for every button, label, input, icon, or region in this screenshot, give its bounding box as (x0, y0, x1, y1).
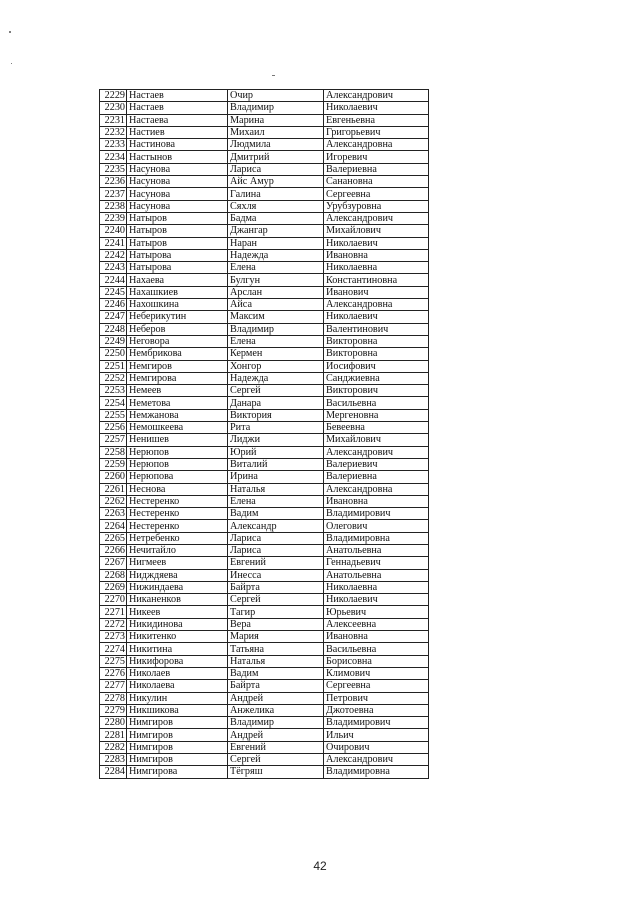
row-number-cell: 2269 (100, 581, 127, 593)
row-number-cell: 2267 (100, 557, 127, 569)
patronymic-cell: Александровна (324, 299, 429, 311)
table-row (100, 471, 429, 483)
patronymic-cell: Ивановна (324, 631, 429, 643)
table-row (100, 569, 429, 581)
table-row (100, 348, 429, 360)
row-number-cell: 2245 (100, 286, 127, 298)
table-row (100, 397, 429, 409)
table-row (100, 151, 429, 163)
patronymic-cell: Джотоевна (324, 704, 429, 716)
first-name-cell: Наран (228, 237, 324, 249)
row-number-cell: 2240 (100, 225, 127, 237)
first-name-cell: Михаил (228, 126, 324, 138)
last-name-cell: Настаев (127, 90, 228, 102)
last-name-cell: Никифорова (127, 655, 228, 667)
patronymic-cell: Евгеньевна (324, 114, 429, 126)
patronymic-cell: Бевеевна (324, 422, 429, 434)
last-name-cell: Неснова (127, 483, 228, 495)
table-row (100, 249, 429, 261)
table-row (100, 741, 429, 753)
patronymic-cell: Анатольевна (324, 544, 429, 556)
table-row (100, 754, 429, 766)
last-name-cell: Нимгиров (127, 717, 228, 729)
table-row (100, 717, 429, 729)
last-name-cell: Насунова (127, 200, 228, 212)
last-name-cell: Никитина (127, 643, 228, 655)
table-row (100, 643, 429, 655)
last-name-cell: Нестеренко (127, 520, 228, 532)
first-name-cell: Очир (228, 90, 324, 102)
last-name-cell: Натыров (127, 237, 228, 249)
scan-speck (9, 31, 11, 33)
last-name-cell: Никулин (127, 692, 228, 704)
patronymic-cell: Олегович (324, 520, 429, 532)
first-name-cell: Тагир (228, 606, 324, 618)
first-name-cell: Вера (228, 618, 324, 630)
table-row (100, 618, 429, 630)
row-number-cell: 2256 (100, 422, 127, 434)
row-number-cell: 2262 (100, 495, 127, 507)
patronymic-cell: Ивановна (324, 495, 429, 507)
row-number-cell: 2246 (100, 299, 127, 311)
last-name-cell: Нестеренко (127, 508, 228, 520)
patronymic-cell: Николаевич (324, 594, 429, 606)
last-name-cell: Ненишев (127, 434, 228, 446)
table-row (100, 102, 429, 114)
first-name-cell: Вадим (228, 508, 324, 520)
row-number-cell: 2243 (100, 262, 127, 274)
first-name-cell: Ирина (228, 471, 324, 483)
patronymic-cell: Урубзуровна (324, 200, 429, 212)
table-row (100, 606, 429, 618)
patronymic-cell: Валериевна (324, 471, 429, 483)
last-name-cell: Немеев (127, 385, 228, 397)
page-number: 42 (313, 859, 327, 873)
first-name-cell: Бадма (228, 212, 324, 224)
first-name-cell: Рита (228, 422, 324, 434)
last-name-cell: Никаненков (127, 594, 228, 606)
first-name-cell: Арслан (228, 286, 324, 298)
row-number-cell: 2282 (100, 741, 127, 753)
table-row (100, 323, 429, 335)
last-name-cell: Нембрикова (127, 348, 228, 360)
row-number-cell: 2280 (100, 717, 127, 729)
patronymic-cell: Александровна (324, 483, 429, 495)
last-name-cell: Немгиров (127, 360, 228, 372)
patronymic-cell: Николаевич (324, 237, 429, 249)
last-name-cell: Нахашкиев (127, 286, 228, 298)
last-name-cell: Нидждяева (127, 569, 228, 581)
row-number-cell: 2263 (100, 508, 127, 520)
last-name-cell: Никидинова (127, 618, 228, 630)
table-row (100, 274, 429, 286)
first-name-cell: Надежда (228, 372, 324, 384)
patronymic-cell: Александровна (324, 139, 429, 151)
table-row (100, 458, 429, 470)
table-row (100, 385, 429, 397)
row-number-cell: 2265 (100, 532, 127, 544)
table-row (100, 360, 429, 372)
last-name-cell: Никитенко (127, 631, 228, 643)
patronymic-cell: Мергеновна (324, 409, 429, 421)
patronymic-cell: Ивановна (324, 249, 429, 261)
table-row (100, 655, 429, 667)
patronymic-cell: Анатольевна (324, 569, 429, 581)
last-name-cell: Нахошкина (127, 299, 228, 311)
last-name-cell: Николаев (127, 667, 228, 679)
patronymic-cell: Николаевич (324, 311, 429, 323)
table-row (100, 508, 429, 520)
last-name-cell: Никшикова (127, 704, 228, 716)
first-name-cell: Татьяна (228, 643, 324, 655)
first-name-cell: Максим (228, 311, 324, 323)
first-name-cell: Айс Амур (228, 176, 324, 188)
table-row (100, 90, 429, 102)
patronymic-cell: Константиновна (324, 274, 429, 286)
row-number-cell: 2275 (100, 655, 127, 667)
first-name-cell: Евгений (228, 741, 324, 753)
last-name-cell: Натырова (127, 262, 228, 274)
scan-line (272, 75, 275, 76)
last-name-cell: Натыров (127, 212, 228, 224)
table-row (100, 631, 429, 643)
first-name-cell: Булгун (228, 274, 324, 286)
row-number-cell: 2242 (100, 249, 127, 261)
row-number-cell: 2270 (100, 594, 127, 606)
row-number-cell: 2254 (100, 397, 127, 409)
last-name-cell: Нигмеев (127, 557, 228, 569)
first-name-cell: Людмила (228, 139, 324, 151)
row-number-cell: 2251 (100, 360, 127, 372)
first-name-cell: Байрта (228, 581, 324, 593)
patronymic-cell: Михайлович (324, 434, 429, 446)
name-roster-table (99, 89, 429, 779)
table-row (100, 667, 429, 679)
first-name-cell: Владимир (228, 102, 324, 114)
patronymic-cell: Николаевич (324, 102, 429, 114)
table-row (100, 557, 429, 569)
table-row (100, 126, 429, 138)
row-number-cell: 2229 (100, 90, 127, 102)
table-row (100, 446, 429, 458)
table-row (100, 766, 429, 778)
table-row (100, 225, 429, 237)
row-number-cell: 2276 (100, 667, 127, 679)
patronymic-cell: Санджиевна (324, 372, 429, 384)
patronymic-cell: Геннадьевич (324, 557, 429, 569)
table-row (100, 495, 429, 507)
table-row (100, 372, 429, 384)
last-name-cell: Неговора (127, 335, 228, 347)
row-number-cell: 2247 (100, 311, 127, 323)
patronymic-cell: Сергеевна (324, 680, 429, 692)
first-name-cell: Лариса (228, 532, 324, 544)
patronymic-cell: Юрьевич (324, 606, 429, 618)
table-row (100, 237, 429, 249)
last-name-cell: Насунова (127, 176, 228, 188)
patronymic-cell: Иванович (324, 286, 429, 298)
last-name-cell: Нахаева (127, 274, 228, 286)
last-name-cell: Нестеренко (127, 495, 228, 507)
row-number-cell: 2257 (100, 434, 127, 446)
row-number-cell: 2238 (100, 200, 127, 212)
last-name-cell: Настаева (127, 114, 228, 126)
last-name-cell: Нимгирова (127, 766, 228, 778)
last-name-cell: Настынов (127, 151, 228, 163)
last-name-cell: Настиев (127, 126, 228, 138)
patronymic-cell: Викторович (324, 385, 429, 397)
row-number-cell: 2244 (100, 274, 127, 286)
row-number-cell: 2241 (100, 237, 127, 249)
last-name-cell: Нижиндаева (127, 581, 228, 593)
table-row (100, 729, 429, 741)
first-name-cell: Хонгор (228, 360, 324, 372)
patronymic-cell: Владимировна (324, 532, 429, 544)
patronymic-cell: Алексеевна (324, 618, 429, 630)
patronymic-cell: Григорьевич (324, 126, 429, 138)
first-name-cell: Виктория (228, 409, 324, 421)
row-number-cell: 2258 (100, 446, 127, 458)
patronymic-cell: Иосифович (324, 360, 429, 372)
patronymic-cell: Борисовна (324, 655, 429, 667)
table-row (100, 692, 429, 704)
table-row (100, 139, 429, 151)
last-name-cell: Немжанова (127, 409, 228, 421)
row-number-cell: 2277 (100, 680, 127, 692)
patronymic-cell: Михайлович (324, 225, 429, 237)
first-name-cell: Елена (228, 335, 324, 347)
table-row (100, 311, 429, 323)
table-row (100, 544, 429, 556)
row-number-cell: 2255 (100, 409, 127, 421)
last-name-cell: Нетребенко (127, 532, 228, 544)
row-number-cell: 2268 (100, 569, 127, 581)
row-number-cell: 2253 (100, 385, 127, 397)
first-name-cell: Дмитрий (228, 151, 324, 163)
last-name-cell: Нимгиров (127, 729, 228, 741)
last-name-cell: Натыров (127, 225, 228, 237)
last-name-cell: Насунова (127, 163, 228, 175)
first-name-cell: Марина (228, 114, 324, 126)
first-name-cell: Виталий (228, 458, 324, 470)
first-name-cell: Александр (228, 520, 324, 532)
row-number-cell: 2278 (100, 692, 127, 704)
row-number-cell: 2239 (100, 212, 127, 224)
first-name-cell: Сяхля (228, 200, 324, 212)
first-name-cell: Джангар (228, 225, 324, 237)
first-name-cell: Лариса (228, 163, 324, 175)
row-number-cell: 2234 (100, 151, 127, 163)
table-row (100, 532, 429, 544)
first-name-cell: Елена (228, 495, 324, 507)
patronymic-cell: Очирович (324, 741, 429, 753)
first-name-cell: Сергей (228, 385, 324, 397)
patronymic-cell: Васильевна (324, 643, 429, 655)
first-name-cell: Данара (228, 397, 324, 409)
table-row (100, 163, 429, 175)
patronymic-cell: Васильевна (324, 397, 429, 409)
table-row (100, 581, 429, 593)
first-name-cell: Сергей (228, 594, 324, 606)
first-name-cell: Юрий (228, 446, 324, 458)
table-row (100, 422, 429, 434)
first-name-cell: Айса (228, 299, 324, 311)
patronymic-cell: Александрович (324, 446, 429, 458)
first-name-cell: Андрей (228, 729, 324, 741)
table-row (100, 483, 429, 495)
table-row (100, 114, 429, 126)
last-name-cell: Неберикутин (127, 311, 228, 323)
last-name-cell: Нерюпов (127, 458, 228, 470)
row-number-cell: 2283 (100, 754, 127, 766)
first-name-cell: Елена (228, 262, 324, 274)
row-number-cell: 2233 (100, 139, 127, 151)
first-name-cell: Инесса (228, 569, 324, 581)
patronymic-cell: Валериевич (324, 458, 429, 470)
last-name-cell: Настинова (127, 139, 228, 151)
last-name-cell: Нимгиров (127, 754, 228, 766)
first-name-cell: Анжелика (228, 704, 324, 716)
row-number-cell: 2264 (100, 520, 127, 532)
patronymic-cell: Николаевна (324, 262, 429, 274)
last-name-cell: Немгирова (127, 372, 228, 384)
last-name-cell: Нимгиров (127, 741, 228, 753)
table-row (100, 212, 429, 224)
row-number-cell: 2249 (100, 335, 127, 347)
patronymic-cell: Николаевна (324, 581, 429, 593)
first-name-cell: Лиджи (228, 434, 324, 446)
patronymic-cell: Игоревич (324, 151, 429, 163)
first-name-cell: Надежда (228, 249, 324, 261)
patronymic-cell: Петрович (324, 692, 429, 704)
last-name-cell: Насунова (127, 188, 228, 200)
first-name-cell: Андрей (228, 692, 324, 704)
first-name-cell: Тёгряш (228, 766, 324, 778)
first-name-cell: Владимир (228, 717, 324, 729)
first-name-cell: Байрта (228, 680, 324, 692)
patronymic-cell: Валентинович (324, 323, 429, 335)
row-number-cell: 2271 (100, 606, 127, 618)
row-number-cell: 2272 (100, 618, 127, 630)
first-name-cell: Лариса (228, 544, 324, 556)
first-name-cell: Сергей (228, 754, 324, 766)
patronymic-cell: Владимировна (324, 766, 429, 778)
table-row (100, 188, 429, 200)
row-number-cell: 2232 (100, 126, 127, 138)
row-number-cell: 2252 (100, 372, 127, 384)
table-row (100, 176, 429, 188)
patronymic-cell: Викторовна (324, 335, 429, 347)
patronymic-cell: Валериевна (324, 163, 429, 175)
patronymic-cell: Ильич (324, 729, 429, 741)
patronymic-cell: Викторовна (324, 348, 429, 360)
first-name-cell: Владимир (228, 323, 324, 335)
row-number-cell: 2259 (100, 458, 127, 470)
row-number-cell: 2266 (100, 544, 127, 556)
last-name-cell: Натырова (127, 249, 228, 261)
patronymic-cell: Александрович (324, 90, 429, 102)
row-number-cell: 2250 (100, 348, 127, 360)
roster-body (100, 90, 429, 779)
last-name-cell: Нерюпов (127, 446, 228, 458)
first-name-cell: Мария (228, 631, 324, 643)
table-row (100, 409, 429, 421)
patronymic-cell: Александрович (324, 212, 429, 224)
first-name-cell: Кермен (228, 348, 324, 360)
last-name-cell: Николаева (127, 680, 228, 692)
table-row (100, 299, 429, 311)
row-number-cell: 2231 (100, 114, 127, 126)
last-name-cell: Неберов (127, 323, 228, 335)
first-name-cell: Наталья (228, 483, 324, 495)
last-name-cell: Нечитайло (127, 544, 228, 556)
table-row (100, 594, 429, 606)
row-number-cell: 2274 (100, 643, 127, 655)
patronymic-cell: Сергеевна (324, 188, 429, 200)
table-row (100, 434, 429, 446)
row-number-cell: 2284 (100, 766, 127, 778)
row-number-cell: 2248 (100, 323, 127, 335)
patronymic-cell: Владимирович (324, 717, 429, 729)
row-number-cell: 2261 (100, 483, 127, 495)
table-row (100, 680, 429, 692)
table-row (100, 200, 429, 212)
row-number-cell: 2279 (100, 704, 127, 716)
table-row (100, 286, 429, 298)
patronymic-cell: Санановна (324, 176, 429, 188)
scan-speck (11, 63, 12, 64)
patronymic-cell: Климович (324, 667, 429, 679)
row-number-cell: 2273 (100, 631, 127, 643)
table-row (100, 704, 429, 716)
last-name-cell: Никеев (127, 606, 228, 618)
table-row (100, 335, 429, 347)
row-number-cell: 2281 (100, 729, 127, 741)
first-name-cell: Вадим (228, 667, 324, 679)
first-name-cell: Галина (228, 188, 324, 200)
last-name-cell: Нерюпова (127, 471, 228, 483)
row-number-cell: 2260 (100, 471, 127, 483)
patronymic-cell: Александрович (324, 754, 429, 766)
row-number-cell: 2230 (100, 102, 127, 114)
row-number-cell: 2237 (100, 188, 127, 200)
row-number-cell: 2236 (100, 176, 127, 188)
patronymic-cell: Владимирович (324, 508, 429, 520)
first-name-cell: Евгений (228, 557, 324, 569)
row-number-cell: 2235 (100, 163, 127, 175)
first-name-cell: Наталья (228, 655, 324, 667)
table-row (100, 520, 429, 532)
last-name-cell: Неметова (127, 397, 228, 409)
last-name-cell: Немошкеева (127, 422, 228, 434)
table-row (100, 262, 429, 274)
last-name-cell: Настаев (127, 102, 228, 114)
